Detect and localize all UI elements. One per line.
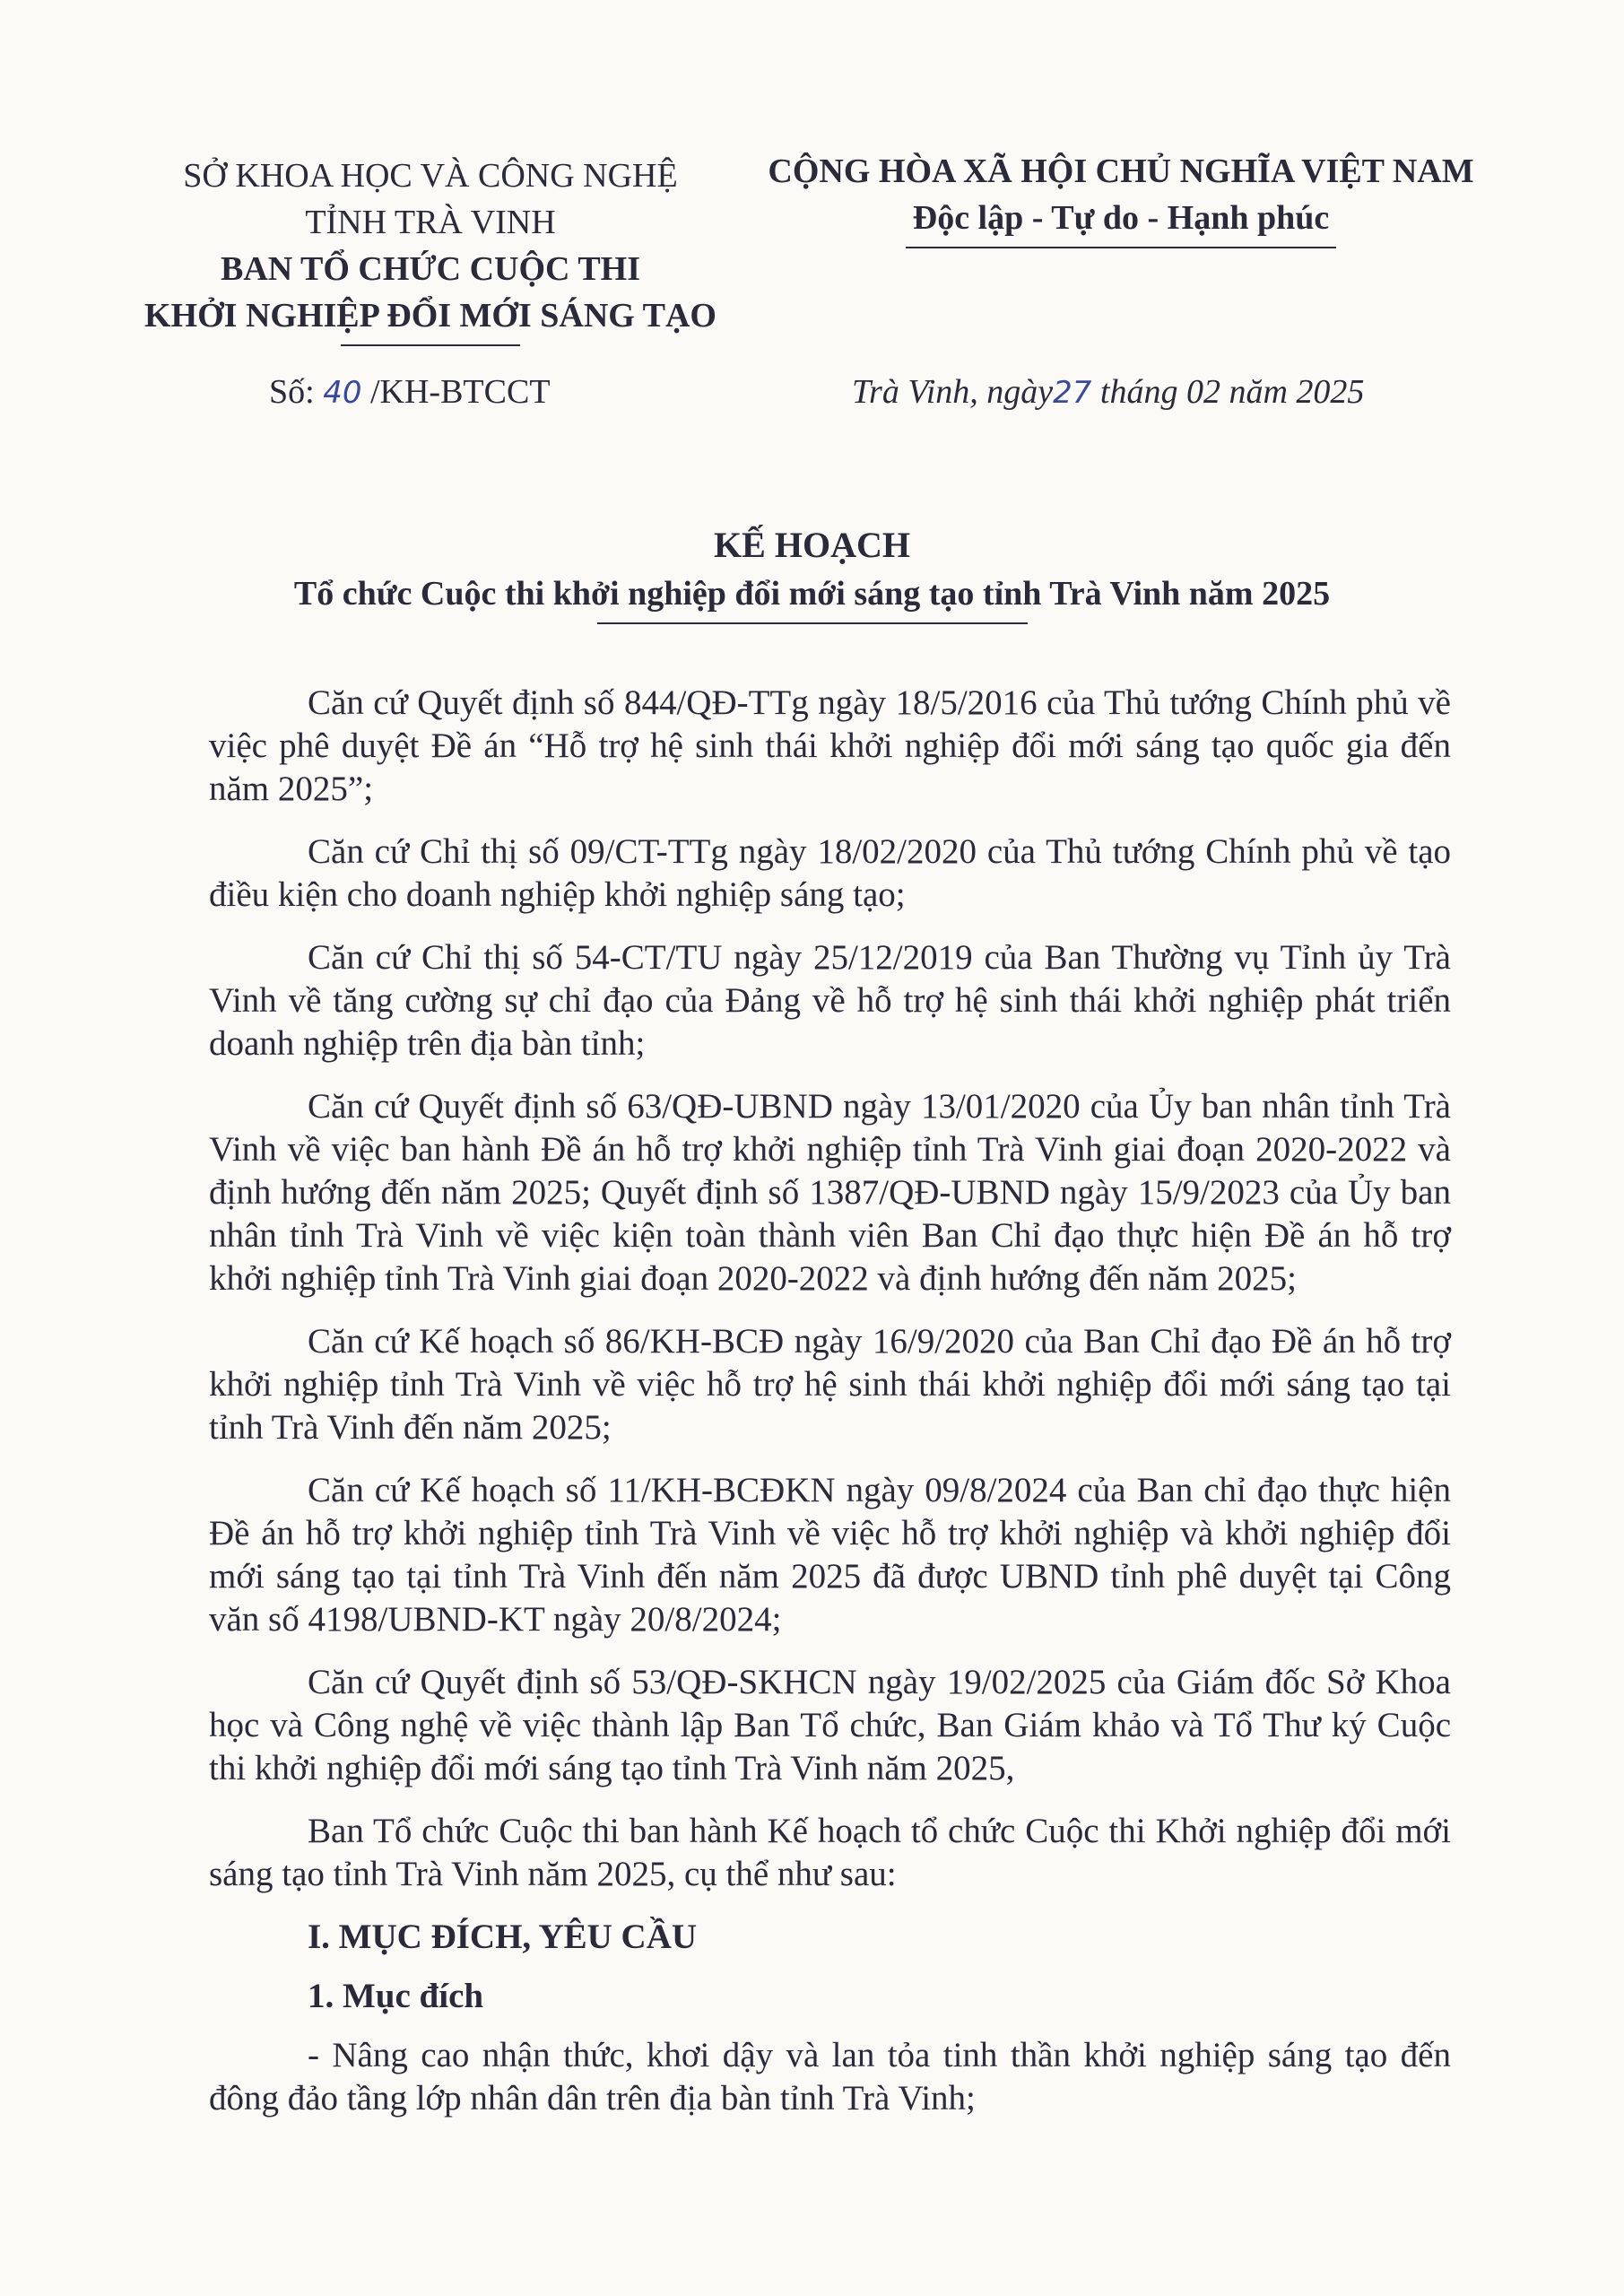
legal-basis-paragraph: Căn cứ Chỉ thị số 54-CT/TU ngày 25/12/2019 của Ban Thường vụ Tỉnh ủy Trà Vinh về tăng cường sự chỉ đạo của Đảng về hỗ trợ hệ sinh thái khởi nghiệp phát triển doanh nghiệp trên địa bàn tỉnh; bbox=[209, 938, 1451, 1063]
issuance-statement: Ban Tổ chức Cuộc thi ban hành Kế hoạch tổ chức Cuộc thi Khởi nghiệp đổi mới sáng tạo tỉnh Trà Vinh năm 2025, cụ thể như sau: bbox=[209, 1812, 1451, 1893]
date-suffix: tháng 02 năm 2025 bbox=[1099, 373, 1365, 411]
handwritten-day: 27 bbox=[1053, 375, 1092, 411]
purpose-bullet: - Nâng cao nhận thức, khơi dậy và lan tỏa tinh thần khởi nghiệp sáng tạo đến đông đảo tầng lớp nhân dân trên địa bàn tỉnh Trà Vinh; bbox=[209, 2036, 1451, 2118]
legal-basis-paragraph: Căn cứ Kế hoạch số 11/KH-BCĐKN ngày 09/8/2024 của Ban chỉ đạo thực hiện Đề án hỗ trợ khởi nghiệp tỉnh Trà Vinh về việc hỗ trợ khởi nghiệp và khởi nghiệp đổi mới sáng tạo tại tỉnh Trà Vinh đến năm 2025 đã được UBND tỉnh phê duyệt tại Công văn số 4198/UBND-KT ngày 20/8/2024; bbox=[209, 1471, 1451, 1639]
legal-basis-paragraph: Căn cứ Quyết định số 63/QĐ-UBND ngày 13/01/2020 của Ủy ban nhân tỉnh Trà Vinh về việc ban hành Đề án hỗ trợ khởi nghiệp tỉnh Trà Vinh giai đoạn 2020-2022 và định hướng đến năm 2025; Quyết định số 1387/QĐ-UBND ngày 15/9/2023 của Ủy ban nhân tỉnh Trà Vinh về việc kiện toàn thành viên Ban Chỉ đạo thực hiện Đề án hỗ trợ khởi nghiệp tỉnh Trà Vinh giai đoạn 2020-2022 và định hướng đến năm 2025; bbox=[209, 1087, 1451, 1298]
legal-basis-paragraph: Căn cứ Quyết định số 844/QĐ-TTg ngày 18/5/2016 của Thủ tướng Chính phủ về việc phê duyệt Đề án “Hỗ trợ hệ sinh thái khởi nghiệp đổi mới sáng tạo quốc gia đến năm 2025”; bbox=[209, 683, 1451, 808]
legal-basis-paragraph: Căn cứ Kế hoạch số 86/KH-BCĐ ngày 16/9/2020 của Ban Chỉ đạo Đề án hỗ trợ khởi nghiệp tỉnh Trà Vinh về việc hỗ trợ hệ sinh thái khởi nghiệp đổi mới sáng tạo tại tỉnh Trà Vinh đến năm 2025; bbox=[209, 1322, 1451, 1447]
subsection-heading: 1. Mục đích bbox=[308, 1977, 484, 2015]
nation-name: CỘNG HÒA XÃ HỘI CHỦ NGHĨA VIỆT NAM bbox=[768, 152, 1474, 190]
document-type: KẾ HOẠCH bbox=[714, 525, 910, 565]
date-prefix: Trà Vinh, ngày bbox=[852, 373, 1054, 411]
number-suffix: /KH-BTCCT bbox=[369, 373, 551, 411]
handwritten-number: 40 bbox=[323, 375, 362, 411]
agency-line-4: KHỞI NGHIỆP ĐỔI MỚI SÁNG TẠO bbox=[143, 297, 716, 335]
agency-line-1: SỞ KHOA HỌC VÀ CÔNG NGHỆ bbox=[183, 157, 678, 195]
legal-basis-paragraph: Căn cứ Quyết định số 53/QĐ-SKHCN ngày 19/02/2025 của Giám đốc Sở Khoa học và Công nghệ về việc thành lập Ban Tổ chức, Ban Giám khảo và Tổ Thư ký Cuộc thi khởi nghiệp đổi mới sáng tạo tỉnh Trà Vinh năm 2025, bbox=[209, 1663, 1451, 1787]
document-number bbox=[269, 372, 551, 412]
title-underline bbox=[597, 622, 1028, 624]
number-prefix: Số: bbox=[269, 373, 315, 411]
motto-underline bbox=[906, 247, 1336, 248]
motto: Độc lập - Tự do - Hạnh phúc bbox=[912, 199, 1330, 237]
national-motto-header bbox=[744, 148, 1498, 248]
agency-underline bbox=[341, 344, 520, 346]
legal-basis-paragraph: Căn cứ Chỉ thị số 09/CT-TTg ngày 18/02/2020 của Thủ tướng Chính phủ về tạo điều kiện cho doanh nghiệp khởi nghiệp sáng tạo; bbox=[209, 832, 1451, 914]
section-heading: I. MỤC ĐÍCH, YÊU CẦU bbox=[308, 1918, 698, 1956]
agency-line-2: TỈNH TRÀ VINH bbox=[305, 204, 556, 241]
document-title bbox=[0, 520, 1624, 624]
document-date bbox=[852, 372, 1364, 412]
document-body bbox=[209, 682, 1451, 2140]
agency-line-3: BAN TỔ CHỨC CUỘC THI bbox=[220, 250, 641, 288]
issuing-agency-header bbox=[126, 152, 735, 346]
document-subject: Tổ chức Cuộc thi khởi nghiệp đổi mới sáng tạo tỉnh Trà Vinh năm 2025 bbox=[293, 575, 1331, 613]
